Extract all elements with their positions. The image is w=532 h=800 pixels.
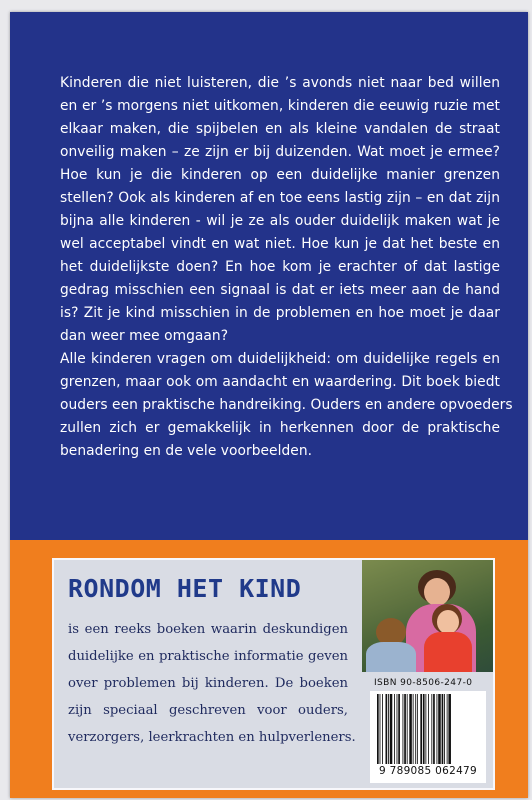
barcode-bar xyxy=(431,694,432,764)
blurb-line: en er ’s morgens niet uitkomen, kinderen die eeuwig ruzie met xyxy=(60,98,500,114)
blurb-paragraph-2 xyxy=(60,348,513,463)
series-title: RONDOM HET KIND xyxy=(68,574,302,603)
isbn-label: ISBN 90-8506-247-0 xyxy=(374,678,473,688)
blurb-line: onveilig maken – ze zijn er bij duizenden. Wat moet je ermee? xyxy=(60,144,500,160)
barcode-bar xyxy=(407,694,408,764)
series-band xyxy=(10,540,528,798)
barcode-bar xyxy=(397,694,398,764)
barcode-box xyxy=(370,691,486,783)
barcode-bar xyxy=(388,694,389,764)
series-line: verzorgers, leerkrachten en hulpverleners. xyxy=(68,730,356,745)
blurb-line: benadering en de vele voorbeelden. xyxy=(60,443,313,459)
photo-girl-face xyxy=(437,610,459,634)
barcode-icon xyxy=(376,694,480,764)
barcode-bar xyxy=(377,694,379,764)
series-line: over problemen bij kinderen. De boeken xyxy=(68,676,348,691)
book-back-cover xyxy=(10,12,528,798)
photo-mother-face xyxy=(424,578,450,606)
barcode-bar xyxy=(403,694,404,764)
blurb-line: bijna alle kinderen - wil je ze als ouder duidelijk maken wat je xyxy=(60,213,500,229)
blurb-line: ouders een praktische handreiking. Ouders en andere opvoeders xyxy=(60,397,513,413)
series-line: duidelijke en praktische informatie geven xyxy=(68,649,348,664)
back-cover-blurb xyxy=(60,72,513,463)
barcode-bar xyxy=(394,694,395,764)
blurb-line: stellen? Ook als kinderen af en toe eens lastig zijn – en dat zijn xyxy=(60,190,500,206)
barcode-bar xyxy=(447,694,448,764)
blurb-line: dan weer mee omgaan? xyxy=(60,328,229,344)
barcode-bar xyxy=(415,694,416,764)
barcode-bar xyxy=(413,694,414,764)
barcode-bar xyxy=(417,694,418,764)
barcode-bar xyxy=(444,694,445,764)
barcode-bar xyxy=(409,694,412,764)
blurb-line: elkaar maken, die spijbelen en als kleine vandalen de straat xyxy=(60,121,500,137)
barcode-bar xyxy=(398,694,400,764)
barcode-bar xyxy=(438,694,441,764)
blurb-line: is? Zit je kind misschien in de problemen en hoe moet je daar xyxy=(60,305,500,321)
blurb-line: Alle kinderen vragen om duidelijkheid: om duidelijke regels en xyxy=(60,351,500,367)
family-photo xyxy=(362,560,493,672)
blurb-line: Kinderen die niet luisteren, die ’s avonds niet naar bed willen xyxy=(60,75,500,91)
blurb-line: Hoe kun je die kinderen op een duidelijke manier grenzen xyxy=(60,167,500,183)
blurb-line: zullen zich er gemakkelijk in herkennen door de praktische xyxy=(60,420,500,436)
blurb-line: het duidelijkste doen? En hoe kom je erachter of dat lastige xyxy=(60,259,500,275)
barcode-bar xyxy=(386,694,388,764)
series-line: zijn speciaal geschreven voor ouders, xyxy=(68,703,348,718)
barcode-bar xyxy=(433,694,435,764)
barcode-bar xyxy=(423,694,425,764)
series-description xyxy=(68,616,356,751)
blurb-line: grenzen, maar ook om aandacht en waardering. Dit boek biedt xyxy=(60,374,500,390)
barcode-bar xyxy=(382,694,383,764)
barcode-bar xyxy=(380,694,381,764)
barcode-bar xyxy=(437,694,438,764)
barcode-bar xyxy=(390,694,393,764)
blurb-line: gedrag misschien een signaal is dat er iets meer aan de hand xyxy=(60,282,500,298)
barcode-bar xyxy=(425,694,426,764)
series-line: is een reeks boeken waarin deskundigen xyxy=(68,622,348,637)
photo-boy-body xyxy=(366,642,416,672)
series-panel xyxy=(52,558,495,790)
blurb-line: wel acceptabel vindt en wat niet. Hoe kun je dat het beste en xyxy=(60,236,500,252)
barcode-bar xyxy=(448,694,451,764)
barcode-digits: 9 789085 062479 xyxy=(378,765,478,777)
barcode-bar xyxy=(420,694,422,764)
blurb-paragraph-1 xyxy=(60,72,500,348)
photo-girl-body xyxy=(424,632,472,672)
barcode-bar xyxy=(404,694,406,764)
barcode-bar xyxy=(428,694,429,764)
barcode-bar xyxy=(442,694,444,764)
